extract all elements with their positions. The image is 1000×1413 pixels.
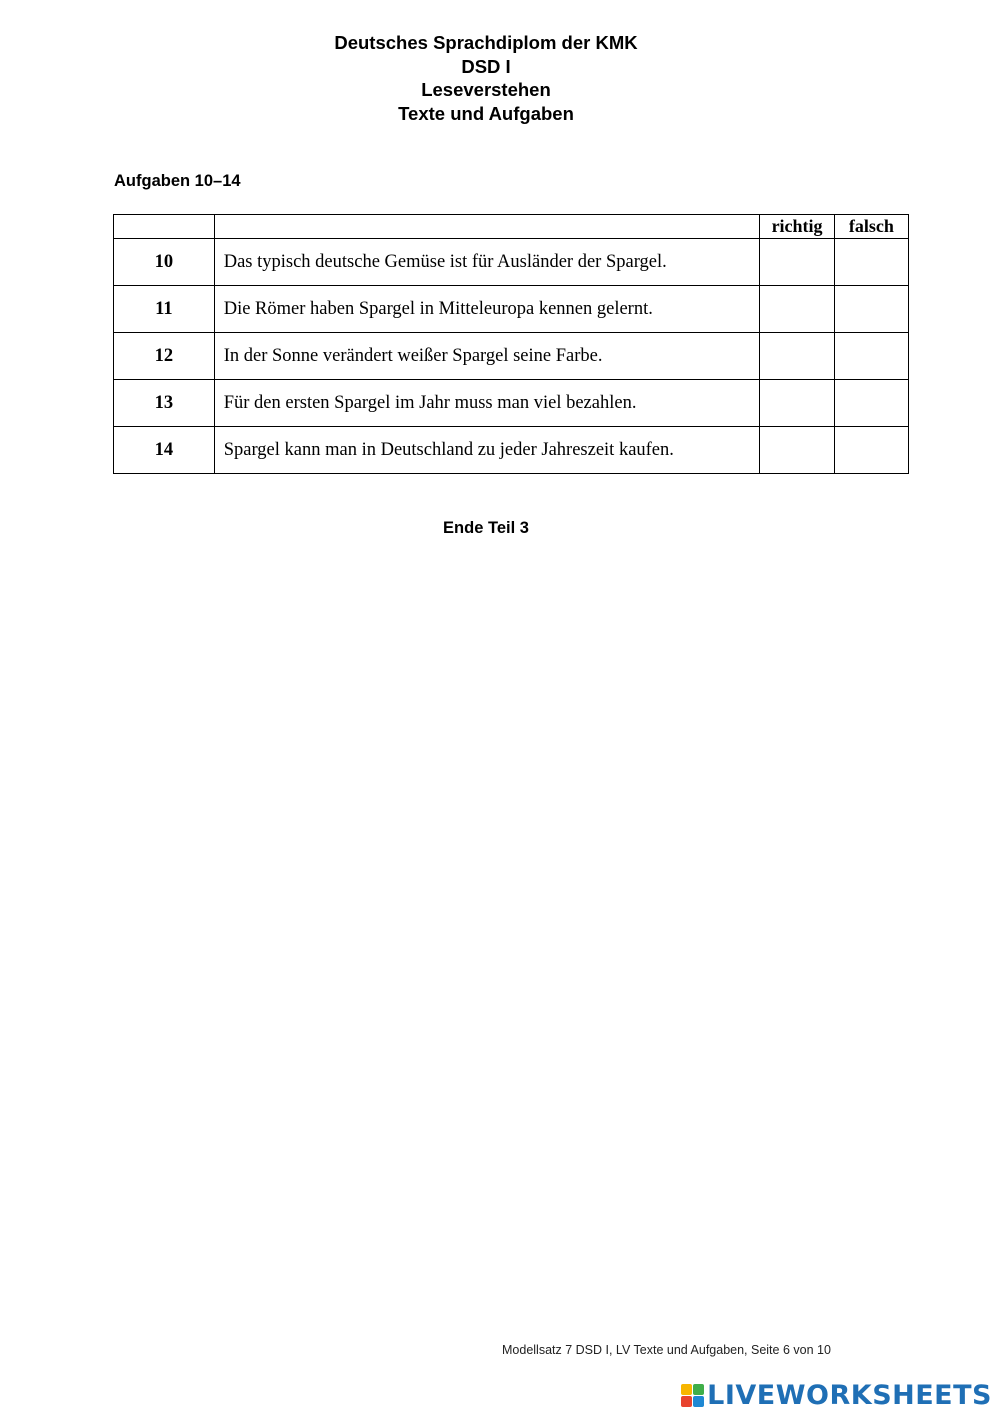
section-title: Aufgaben 10–14	[114, 172, 241, 190]
task-statement: Für den ersten Spargel im Jahr muss man viel bezahlen.	[214, 380, 760, 427]
header-line-1: Deutsches Sprachdiplom der KMK	[334, 32, 638, 53]
task-number: 14	[114, 427, 215, 474]
table-row	[114, 427, 909, 474]
answer-falsch-box[interactable]	[834, 333, 908, 380]
answer-richtig-box[interactable]	[760, 427, 834, 474]
task-statement: Das typisch deutsche Gemüse ist für Ausländer der Spargel.	[214, 239, 760, 286]
task-number: 12	[114, 333, 215, 380]
section-end-label: Ende Teil 3	[443, 519, 529, 537]
table-row	[114, 333, 909, 380]
header-line-3: Leseverstehen	[421, 79, 551, 100]
task-number: 10	[114, 239, 215, 286]
column-header-richtig: richtig	[760, 215, 834, 239]
task-statement: Spargel kann man in Deutschland zu jeder Jahreszeit kaufen.	[214, 427, 760, 474]
tasks-table	[113, 214, 909, 474]
header-empty-statement	[214, 215, 760, 239]
column-header-falsch: falsch	[834, 215, 908, 239]
task-number: 11	[114, 286, 215, 333]
answer-richtig-box[interactable]	[760, 380, 834, 427]
liveworksheets-logo-text: LIVEWORKSHEETS	[707, 1380, 992, 1411]
table-header-row	[114, 215, 909, 239]
answer-richtig-box[interactable]	[760, 239, 834, 286]
task-statement: Die Römer haben Spargel in Mitteleuropa kennen gelernt.	[214, 286, 760, 333]
task-number: 13	[114, 380, 215, 427]
header-empty-num	[114, 215, 215, 239]
answer-richtig-box[interactable]	[760, 333, 834, 380]
task-statement: In der Sonne verändert weißer Spargel seine Farbe.	[214, 333, 760, 380]
answer-falsch-box[interactable]	[834, 239, 908, 286]
answer-falsch-box[interactable]	[834, 427, 908, 474]
answer-falsch-box[interactable]	[834, 286, 908, 333]
table-row	[114, 380, 909, 427]
table-row	[114, 239, 909, 286]
liveworksheets-logo	[681, 1380, 992, 1411]
header-line-2: DSD I	[461, 55, 511, 77]
answer-falsch-box[interactable]	[834, 380, 908, 427]
header-line-4: Texte und Aufgaben	[398, 102, 574, 124]
table-row	[114, 286, 909, 333]
liveworksheets-logo-icon	[681, 1384, 704, 1407]
document-header	[0, 31, 1000, 125]
page-footer: Modellsatz 7 DSD I, LV Texte und Aufgaben, Seite 6 von 10	[502, 1343, 831, 1357]
answer-richtig-box[interactable]	[760, 286, 834, 333]
